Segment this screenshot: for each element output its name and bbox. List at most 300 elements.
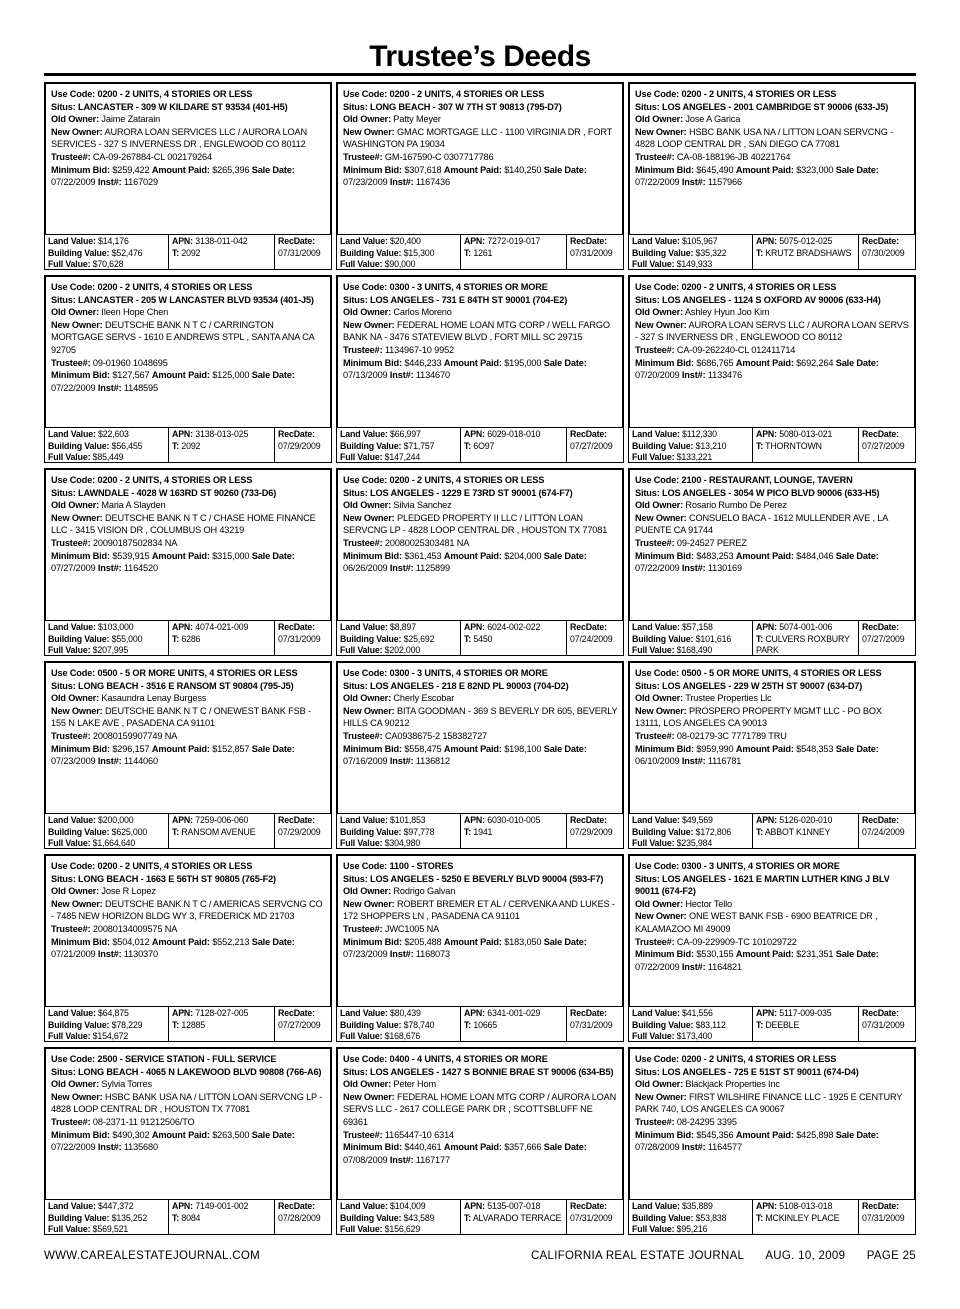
new-owner-label: New Owner: <box>51 705 103 716</box>
tract: 2092 <box>181 440 201 451</box>
apn: 5075-012-025 <box>779 236 833 246</box>
deed-details <box>628 275 916 427</box>
deed-values <box>336 1199 624 1235</box>
sale-date: 06/26/2009 <box>343 563 388 574</box>
building-value-label: Building Value: <box>632 247 694 258</box>
land-value: $14,176 <box>98 236 129 246</box>
min-bid-label: Minimum Bid: <box>343 357 402 368</box>
land-value: $105,967 <box>682 236 718 246</box>
full-value-label: Full Value: <box>48 1224 91 1234</box>
sale-date: 07/22/2009 <box>51 177 96 188</box>
amount-paid-label: Amount Paid: <box>151 550 210 561</box>
sale-date-label: Sale Date: <box>251 1129 295 1140</box>
trustee-label: Trustee#: <box>343 730 383 741</box>
value-column <box>629 428 753 462</box>
tract: 2092 <box>181 247 201 258</box>
deed-values <box>44 1199 332 1235</box>
building-value: $53,838 <box>695 1212 727 1223</box>
deed-details <box>44 661 332 813</box>
full-value-label: Full Value: <box>48 259 91 269</box>
tract: ABBOT K1NNEY <box>764 826 831 837</box>
full-value-label: Full Value: <box>340 1224 383 1234</box>
recdate-column <box>275 814 331 848</box>
old-owner: Rosario Rumbo De Perez <box>685 500 787 511</box>
amount-paid: $183,050 <box>504 936 542 947</box>
tract: 1941 <box>473 826 493 837</box>
trustee-number: 09-24527 PEREZ <box>676 537 747 548</box>
trustee-number: 20080134009575 NA <box>92 923 178 934</box>
recdate-label: RecDate: <box>570 622 607 632</box>
footer-date: AUG. 10, 2009 <box>765 1250 846 1262</box>
tract: 8084 <box>181 1212 201 1223</box>
recdate-column <box>275 235 331 269</box>
recdate: 07/27/2009 <box>862 440 905 451</box>
min-bid: $127,567 <box>112 370 150 381</box>
apn: 7128-027-005 <box>195 1008 249 1018</box>
land-value-label: Land Value: <box>632 815 680 825</box>
min-bid-label: Minimum Bid: <box>635 164 694 175</box>
situs: Situs: LAWNDALE - 4028 W 163RD ST 90260 (733-D6) <box>51 487 277 498</box>
apn: 7149-001-002 <box>195 1201 249 1211</box>
building-value: $78,229 <box>111 1019 143 1030</box>
full-value: $95,216 <box>676 1224 708 1234</box>
tract: 6286 <box>181 633 201 644</box>
amount-paid-label: Amount Paid: <box>735 1129 794 1140</box>
value-column <box>337 621 461 655</box>
full-value: $168,676 <box>384 1031 421 1041</box>
amount-paid-label: Amount Paid: <box>151 164 210 175</box>
use-code: Use Code: 2100 - RESTAURANT, LOUNGE, TAVERN <box>635 475 853 485</box>
old-owner-label: Old Owner: <box>635 693 684 704</box>
amount-paid-label: Amount Paid: <box>443 357 502 368</box>
old-owner-label: Old Owner: <box>51 693 100 704</box>
situs: Situs: LOS ANGELES - 218 E 82ND PL 90003 (704-D2) <box>343 680 569 691</box>
full-value-label: Full Value: <box>48 838 91 848</box>
building-value-label: Building Value: <box>48 1019 110 1030</box>
min-bid: $558,475 <box>404 743 442 754</box>
amount-paid: $692,264 <box>796 357 834 368</box>
recdate: 07/31/2009 <box>570 1212 613 1223</box>
trustee-label: Trustee#: <box>635 936 675 947</box>
full-value: $70,628 <box>92 259 124 269</box>
records-row <box>44 82 920 275</box>
recdate-column <box>859 1007 915 1041</box>
inst-label: Inst#: <box>681 756 706 767</box>
full-value-label: Full Value: <box>340 838 383 848</box>
inst-number: 1144060 <box>123 756 158 767</box>
situs: Situs: LONG BEACH - 3516 E RANSOM ST 90804 (795-J5) <box>51 680 294 691</box>
trustee-label: Trustee#: <box>635 730 675 741</box>
apn: 4074-021-009 <box>195 622 249 632</box>
tract: CULVERS ROXBURY PARK <box>756 633 850 655</box>
value-column <box>45 1007 169 1041</box>
inst-label: Inst#: <box>97 756 122 767</box>
recdate: 07/31/2009 <box>278 247 321 258</box>
inst-number: 1164821 <box>707 961 742 972</box>
inst-number: 1125899 <box>415 563 450 574</box>
building-value-label: Building Value: <box>340 1019 402 1030</box>
inst-label: Inst#: <box>681 1142 706 1153</box>
new-owner-label: New Owner: <box>51 1091 103 1102</box>
old-owner: Hector Tello <box>685 898 732 909</box>
deed-record <box>628 468 916 656</box>
min-bid-label: Minimum Bid: <box>343 743 402 754</box>
amount-paid-label: Amount Paid: <box>443 1142 502 1153</box>
building-value: $15,300 <box>403 247 435 258</box>
deed-details <box>336 1047 624 1199</box>
title-rule <box>44 73 916 76</box>
use-code: Use Code: 0200 - 2 UNITS, 4 STORIES OR LESS <box>51 282 253 292</box>
min-bid-label: Minimum Bid: <box>635 1129 694 1140</box>
amount-paid-label: Amount Paid: <box>151 1129 210 1140</box>
new-owner: ROBERT BREMER ET AL / CERVENKA AND LUKES - 172 SHOPPERS LN , PASADENA CA 91101 <box>343 898 615 922</box>
land-value-label: Land Value: <box>632 1008 680 1018</box>
apn: 6341-001-029 <box>487 1008 541 1018</box>
old-owner: Ileen Hope Chen <box>101 307 169 318</box>
old-owner-label: Old Owner: <box>635 898 684 909</box>
amount-paid-label: Amount Paid: <box>151 743 210 754</box>
use-code: Use Code: 0200 - 2 UNITS, 4 STORIES OR LESS <box>343 89 545 99</box>
recdate: 07/31/2009 <box>862 1212 905 1223</box>
tract: 5450 <box>473 633 493 644</box>
inst-number: 1157966 <box>707 177 742 188</box>
footer-website[interactable]: WWW.CAREALESTATEJOURNAL.COM <box>44 1250 260 1262</box>
full-value: $168,490 <box>676 645 713 655</box>
amount-paid-label: Amount Paid: <box>735 550 794 561</box>
recdate: 07/31/2009 <box>278 633 321 644</box>
land-value: $103,000 <box>98 622 134 632</box>
use-code: Use Code: 0200 - 2 UNITS, 4 STORIES OR LESS <box>635 1054 837 1064</box>
records-row <box>44 661 920 854</box>
amount-paid: $425,898 <box>796 1129 834 1140</box>
use-code: Use Code: 0300 - 3 UNITS, 4 STORIES OR MORE <box>635 861 840 871</box>
recdate: 07/27/2009 <box>278 1019 321 1030</box>
land-value: $66,997 <box>390 429 421 439</box>
t-label: T: <box>172 247 180 258</box>
apn: 5117-009-035 <box>779 1008 832 1018</box>
inst-label: Inst#: <box>389 177 414 188</box>
old-owner: Jose R Lopez <box>101 886 156 897</box>
full-value-label: Full Value: <box>48 1031 91 1041</box>
min-bid-label: Minimum Bid: <box>343 1142 402 1153</box>
tract: THORNTOWN <box>765 440 822 451</box>
building-value-label: Building Value: <box>48 247 110 258</box>
apn-column <box>461 621 567 655</box>
value-column <box>45 428 169 462</box>
land-value-label: Land Value: <box>632 236 680 246</box>
use-code: Use Code: 0200 - 2 UNITS, 4 STORIES OR LESS <box>51 475 253 485</box>
trustee-number: 09-01960 1048695 <box>92 357 168 368</box>
inst-label: Inst#: <box>389 756 414 767</box>
apn-column <box>169 1007 275 1041</box>
building-value-label: Building Value: <box>632 440 694 451</box>
new-owner: AURORA LOAN SERVS LLC / AURORA LOAN SERVS - 327 S INVERNESS DR , ENGLEWOOD CO 80112 <box>635 319 909 343</box>
deed-record <box>44 275 332 463</box>
deed-record <box>44 661 332 849</box>
new-owner: FEDERAL HOME LOAN MTG CORP / AURORA LOAN SERVS LLC - 2617 COLLEGE PARK DR , SCOTTSBLUFF NE 69361 <box>343 1091 617 1127</box>
deed-values <box>44 427 332 463</box>
tract: MCKINLEY PLACE <box>765 1212 840 1223</box>
trustee-label: Trustee#: <box>635 537 675 548</box>
old-owner: Maria A Slayden <box>101 500 166 511</box>
value-column <box>337 1200 461 1234</box>
new-owner-label: New Owner: <box>343 126 395 137</box>
sale-date-label: Sale Date: <box>835 550 879 561</box>
deed-values <box>336 427 624 463</box>
building-value-label: Building Value: <box>340 247 402 258</box>
recdate: 07/31/2009 <box>862 1019 905 1030</box>
deed-values <box>628 1199 916 1235</box>
situs: Situs: LOS ANGELES - 5250 E BEVERLY BLVD 90004 (593-F7) <box>343 873 604 884</box>
old-owner-label: Old Owner: <box>343 886 392 897</box>
inst-number: 1148595 <box>123 382 158 393</box>
inst-number: 1133476 <box>707 370 742 381</box>
amount-paid: $357,666 <box>504 1142 542 1153</box>
apn-label: APN: <box>464 236 485 246</box>
inst-label: Inst#: <box>681 370 706 381</box>
deed-values <box>628 234 916 270</box>
tract: ALVARADO TERRACE <box>472 1212 562 1223</box>
deed-record <box>628 82 916 270</box>
min-bid-label: Minimum Bid: <box>51 936 110 947</box>
building-value-label: Building Value: <box>340 826 402 837</box>
footer-page: PAGE 25 <box>866 1250 916 1262</box>
tract: 10665 <box>473 1019 498 1030</box>
amount-paid: $204,000 <box>504 550 542 561</box>
inst-label: Inst#: <box>97 1142 122 1153</box>
apn-label: APN: <box>172 622 193 632</box>
inst-label: Inst#: <box>681 177 706 188</box>
full-value-label: Full Value: <box>632 1031 675 1041</box>
min-bid-label: Minimum Bid: <box>51 743 110 754</box>
inst-number: 1167177 <box>415 1154 450 1165</box>
use-code: Use Code: 0500 - 5 OR MORE UNITS, 4 STORIES OR LESS <box>635 668 882 678</box>
trustee-label: Trustee#: <box>635 344 675 355</box>
amount-paid-label: Amount Paid: <box>151 370 210 381</box>
min-bid-label: Minimum Bid: <box>635 550 694 561</box>
deed-details <box>336 661 624 813</box>
land-value-label: Land Value: <box>632 429 680 439</box>
recdate-column <box>275 1200 331 1234</box>
sale-date: 07/22/2009 <box>635 961 680 972</box>
old-owner-label: Old Owner: <box>635 500 684 511</box>
apn-column <box>461 428 567 462</box>
min-bid: $440,461 <box>404 1142 442 1153</box>
full-value: $90,000 <box>384 259 416 269</box>
amount-paid-label: Amount Paid: <box>735 743 794 754</box>
tract: RANSOM AVENUE <box>181 826 256 837</box>
apn-label: APN: <box>756 236 777 246</box>
old-owner: Patty Meyer <box>393 114 441 125</box>
building-value-label: Building Value: <box>48 440 110 451</box>
situs: Situs: LOS ANGELES - 1124 S OXFORD AV 90006 (633-H4) <box>635 294 881 305</box>
inst-number: 1116781 <box>707 756 742 767</box>
amount-paid: $484,046 <box>796 550 834 561</box>
t-label: T: <box>464 1019 472 1030</box>
land-value: $8,897 <box>390 622 417 632</box>
deed-record <box>336 275 624 463</box>
sale-date-label: Sale Date: <box>835 949 879 960</box>
new-owner: DEUTSCHE BANK N T C / CHASE HOME FINANCE LLC - 3415 VISION DR , COLUMBUS OH 43219 <box>51 512 316 536</box>
new-owner: FIRST WILSHIRE FINANCE LLC - 1925 E CENTURY PARK 740, LOS ANGELES CA 90067 <box>635 1091 903 1115</box>
recdate-column <box>567 428 623 462</box>
new-owner: PROSPERO PROPERTY MGMT LLC - PO BOX 13111, LOS ANGELES CA 90013 <box>635 705 882 729</box>
recdate-column <box>567 235 623 269</box>
min-bid: $530,155 <box>696 949 734 960</box>
t-label: T: <box>756 247 764 258</box>
trustee-number: 20090187502834 NA <box>92 537 178 548</box>
value-column <box>337 428 461 462</box>
full-value: $569,521 <box>92 1224 129 1234</box>
land-value: $57,158 <box>682 622 713 632</box>
deed-values <box>44 813 332 849</box>
full-value: $85,449 <box>92 452 124 462</box>
full-value: $1,664,640 <box>92 838 136 848</box>
recdate-column <box>567 1007 623 1041</box>
amount-paid: $263,500 <box>212 1129 250 1140</box>
min-bid-label: Minimum Bid: <box>51 550 110 561</box>
trustee-number: CA-09-267884-CL 002179264 <box>92 151 212 162</box>
tract: KRUTZ BRADSHAWS <box>765 247 852 258</box>
deed-details <box>44 82 332 234</box>
trustee-label: Trustee#: <box>635 1116 675 1127</box>
land-value: $447,372 <box>98 1201 134 1211</box>
building-value: $172,806 <box>695 826 732 837</box>
inst-label: Inst#: <box>389 949 414 960</box>
inst-number: 1167029 <box>123 177 158 188</box>
trustee-number: 1165447-10 6314 <box>384 1129 455 1140</box>
deed-values <box>628 813 916 849</box>
recdate-label: RecDate: <box>862 429 899 439</box>
min-bid-label: Minimum Bid: <box>51 370 110 381</box>
situs: Situs: LONG BEACH - 4065 N LAKEWOOD BLVD 90808 (766-A6) <box>51 1066 322 1077</box>
apn-label: APN: <box>464 1008 485 1018</box>
apn-column <box>753 621 859 655</box>
deed-details <box>44 854 332 1006</box>
old-owner-label: Old Owner: <box>635 1079 684 1090</box>
amount-paid-label: Amount Paid: <box>735 164 794 175</box>
full-value-label: Full Value: <box>340 645 383 655</box>
use-code: Use Code: 0200 - 2 UNITS, 4 STORIES OR LESS <box>51 861 253 871</box>
trustee-number: 08-24295 3395 <box>676 1116 737 1127</box>
apn-label: APN: <box>172 429 193 439</box>
apn: 6030-010-005 <box>487 815 541 825</box>
sale-date: 07/08/2009 <box>343 1154 388 1165</box>
inst-number: 1130370 <box>123 949 158 960</box>
land-value: $101,853 <box>390 815 426 825</box>
land-value: $22,603 <box>98 429 129 439</box>
t-label: T: <box>172 1019 180 1030</box>
deed-values <box>44 234 332 270</box>
new-owner-label: New Owner: <box>635 512 687 523</box>
recdate-column <box>275 1007 331 1041</box>
inst-number: 1168073 <box>415 949 450 960</box>
deed-values <box>336 234 624 270</box>
recdate: 07/31/2009 <box>570 1019 613 1030</box>
building-value: $71,757 <box>403 440 435 451</box>
use-code: Use Code: 0200 - 2 UNITS, 4 STORIES OR LESS <box>51 89 253 99</box>
trustee-number: 20080025303481 NA <box>384 537 470 548</box>
land-value: $64,875 <box>98 1008 129 1018</box>
apn-label: APN: <box>756 1008 777 1018</box>
old-owner: Silvia Sanchez <box>393 500 452 511</box>
full-value: $202,000 <box>384 645 421 655</box>
new-owner-label: New Owner: <box>635 319 687 330</box>
amount-paid: $152,857 <box>212 743 250 754</box>
t-label: T: <box>172 633 180 644</box>
value-column <box>45 814 169 848</box>
full-value: $149,933 <box>676 259 713 269</box>
land-value-label: Land Value: <box>48 1201 96 1211</box>
min-bid: $259,422 <box>112 164 150 175</box>
value-column <box>45 235 169 269</box>
full-value-label: Full Value: <box>632 645 675 655</box>
page-footer <box>44 1250 916 1262</box>
new-owner: AURORA LOAN SERVICES LLC / AURORA LOAN SERVICES - 327 S INVERNESS DR , ENGLEWOOD CO 80112 <box>51 126 307 150</box>
sale-date: 07/16/2009 <box>343 756 388 767</box>
full-value-label: Full Value: <box>48 645 91 655</box>
situs: Situs: LANCASTER - 309 W KILDARE ST 93534 (401-H5) <box>51 101 288 112</box>
trustee-number: 08-02179-3C 7771789 TRU <box>676 730 787 741</box>
deed-details <box>336 275 624 427</box>
new-owner-label: New Owner: <box>343 898 395 909</box>
trustee-number: CA-09-229909-TC 101029722 <box>676 936 797 947</box>
min-bid-label: Minimum Bid: <box>51 1129 110 1140</box>
sale-date: 07/20/2009 <box>635 370 680 381</box>
full-value-label: Full Value: <box>632 259 675 269</box>
use-code: Use Code: 0400 - 4 UNITS, 4 STORIES OR MORE <box>343 1054 548 1064</box>
t-label: T: <box>464 247 472 258</box>
full-value-label: Full Value: <box>632 1224 675 1234</box>
recdate-column <box>859 1200 915 1234</box>
t-label: T: <box>756 1019 764 1030</box>
apn-label: APN: <box>464 815 485 825</box>
land-value-label: Land Value: <box>48 1008 96 1018</box>
building-value: $625,000 <box>111 826 148 837</box>
trustee-label: Trustee#: <box>635 151 675 162</box>
situs: Situs: LONG BEACH - 1663 E 56TH ST 90805 (765-F2) <box>51 873 276 884</box>
situs: Situs: LOS ANGELES - 1621 E MARTIN LUTHER KING J BLV 90011 (674-F2) <box>635 873 890 897</box>
recdate: 07/28/2009 <box>278 1212 321 1223</box>
deed-details <box>44 1047 332 1199</box>
use-code: Use Code: 0200 - 2 UNITS, 4 STORIES OR LESS <box>343 475 545 485</box>
recdate-label: RecDate: <box>862 1008 899 1018</box>
inst-number: 1167436 <box>415 177 450 188</box>
building-value-label: Building Value: <box>632 633 694 644</box>
sale-date: 07/27/2009 <box>51 563 96 574</box>
recdate-column <box>859 621 915 655</box>
min-bid: $307,618 <box>404 164 442 175</box>
full-value: $207,995 <box>92 645 129 655</box>
apn-column <box>169 814 275 848</box>
new-owner-label: New Owner: <box>343 705 395 716</box>
deed-record <box>628 275 916 463</box>
full-value-label: Full Value: <box>340 1031 383 1041</box>
situs: Situs: LOS ANGELES - 229 W 25TH ST 90007 (634-D7) <box>635 680 863 691</box>
recdate-label: RecDate: <box>570 429 607 439</box>
apn-column <box>753 814 859 848</box>
t-label: T: <box>756 440 764 451</box>
min-bid: $959,990 <box>696 743 734 754</box>
land-value: $200,000 <box>98 815 134 825</box>
deed-values <box>628 427 916 463</box>
recdate: 07/29/2009 <box>278 440 321 451</box>
old-owner-label: Old Owner: <box>51 114 100 125</box>
land-value: $20,400 <box>390 236 421 246</box>
apn-column <box>461 814 567 848</box>
trustee-label: Trustee#: <box>51 730 91 741</box>
apn-label: APN: <box>172 1008 193 1018</box>
